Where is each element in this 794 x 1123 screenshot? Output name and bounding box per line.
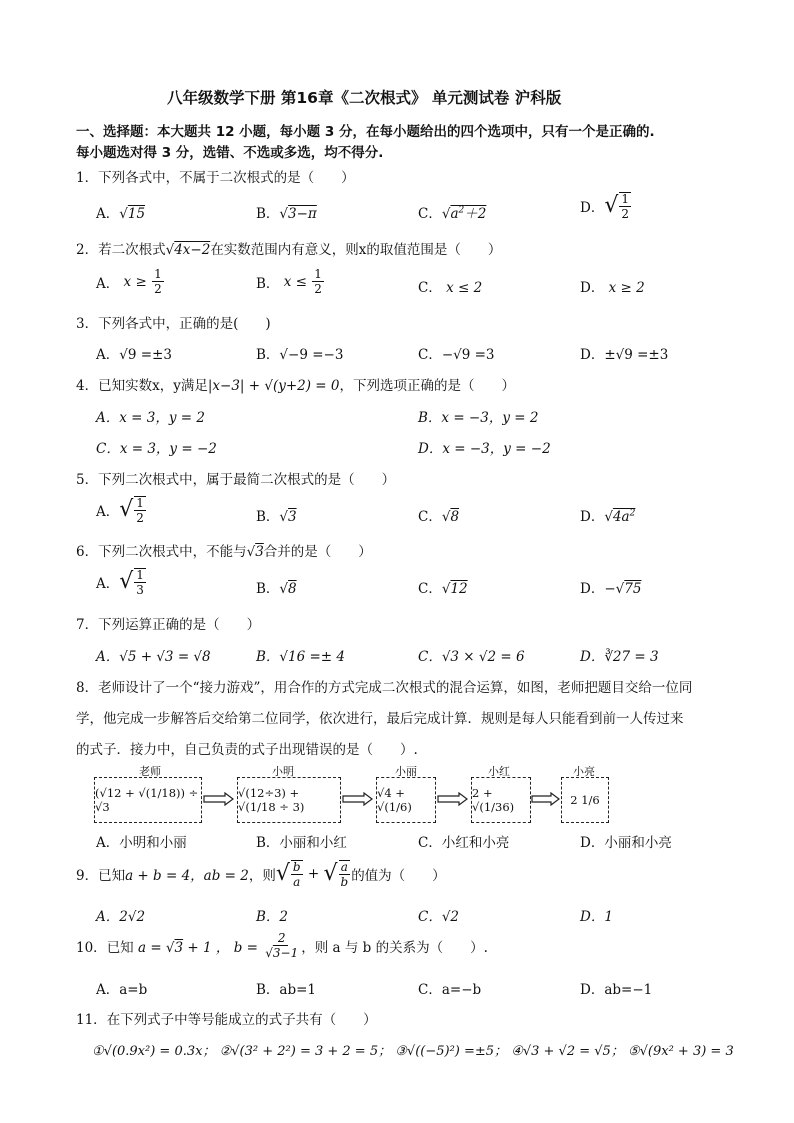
- q11-item-2: ②√(3² + 2²) = 3 + 2 = 5；: [219, 1044, 392, 1059]
- q1-option-a[interactable]: A．√15: [96, 206, 146, 222]
- question-8-line3: 的式子．接力中，自己负责的式子出现错误的是（ ）.: [76, 742, 418, 758]
- q9-option-a[interactable]: A．2√2: [96, 909, 146, 925]
- section-heading-line1: 一、选择题：本大题共 12 小题，每小题 3 分，在每小题给出的四个选项中，只有一个是正确的.: [76, 124, 655, 140]
- q5-option-a[interactable]: A． √ $\frac{1}{2}$: [96, 496, 144, 525]
- q11-item-4: ④√3 + √2 = √5；: [511, 1044, 624, 1059]
- relay-box-xiaoliang: 2 1/6: [561, 777, 609, 823]
- q10-option-a[interactable]: A．a=b: [96, 982, 148, 998]
- q2-option-a[interactable]: A． x ≥ $\frac{1}{2}$: [96, 267, 162, 296]
- q8-option-b[interactable]: B．小丽和小红: [256, 835, 347, 851]
- question-2: 2．若二次根式√4x−2在实数范围内有意义，则x的取值范围是（ ）: [76, 242, 502, 258]
- question-5: 5．下列二次根式中，属于最简二次根式的是（ ）: [76, 472, 396, 488]
- q7-option-a[interactable]: A．√5 + √3 = √8: [96, 649, 211, 665]
- q10-option-b[interactable]: B．ab=1: [256, 982, 317, 998]
- relay-box-teacher: (√12 + √(1/18)) ÷ √3: [94, 777, 202, 823]
- question-8-line2: 学，他完成一步解答后交给第二位同学，依次进行，最后完成计算．规则是每人只能看到前一人传过来: [76, 711, 684, 727]
- q3-option-a[interactable]: A．√9 =±3: [96, 347, 172, 363]
- question-stem: 下列各式中，不属于二次根式的是（ ）: [98, 170, 355, 186]
- q3-option-b[interactable]: B．√−9 =−3: [256, 347, 344, 363]
- q4-option-d[interactable]: D．x = −3，y = −2: [418, 441, 551, 457]
- question-4: 4．已知实数x，y满足|x−3| + √(y+2) = 0，下列选项正确的是（ ）: [76, 378, 515, 394]
- question-8-line1: 8．老师设计了一个“接力游戏”，用合作的方式完成二次根式的混合运算，如图，老师把题目交给一位同: [76, 680, 693, 696]
- relay-arrow-4: [531, 792, 561, 806]
- q9-option-c[interactable]: C．√2: [418, 909, 460, 925]
- question-11: 11．在下列式子中等号能成立的式子共有（ ）: [76, 1012, 377, 1028]
- q1-option-c[interactable]: C．$√a^2+2$: [418, 205, 487, 222]
- page-title: 八年级数学下册 第16章《二次根式》 单元测试卷 沪科版: [167, 89, 562, 107]
- relay-label-xiaoming: 小明: [272, 765, 294, 778]
- q2-option-c[interactable]: C． x ≤ 2: [418, 280, 483, 296]
- q3-option-c[interactable]: C．−√9 =3: [418, 347, 495, 363]
- relay-box-xiaohong: 2 + √(1/36): [471, 777, 531, 823]
- relay-label-xiaohong: 小红: [488, 765, 510, 778]
- q10-option-c[interactable]: C．a=−b: [418, 982, 482, 998]
- q4-option-a[interactable]: A．x = 3，y = 2: [96, 410, 205, 426]
- relay-box-xiaoli: √4 + √(1/6): [376, 777, 436, 823]
- q2-option-b[interactable]: B． x ≤ $\frac{1}{2}$: [256, 267, 322, 296]
- sqrt-4x-minus-2: √4x−2: [165, 242, 211, 258]
- q7-option-b[interactable]: B．√16 =± 4: [256, 649, 345, 665]
- q4-option-c[interactable]: C．x = 3，y = −2: [96, 441, 217, 457]
- relay-label-teacher: 老师: [139, 765, 161, 778]
- q11-item-3: ③√((−5)²) =±5；: [395, 1044, 508, 1059]
- relay-label-xiaoliang: 小亮: [573, 765, 595, 778]
- q9-option-b[interactable]: B．2: [256, 909, 289, 925]
- q6-option-c[interactable]: C．√12: [418, 581, 468, 597]
- q4-option-b[interactable]: B．x = −3，y = 2: [418, 410, 539, 426]
- q8-option-c[interactable]: C．小红和小亮: [418, 835, 510, 851]
- sqrt-a2-plus-2: $√a^2+2$: [441, 205, 487, 222]
- relay-arrow-2: [342, 792, 374, 806]
- q1-option-d[interactable]: D． √ $\frac{1}{2}$: [580, 192, 629, 221]
- relay-box-xiaoming: √(12÷3) + √(1/18 ÷ 3): [237, 777, 341, 823]
- relay-label-xiaoli: 小丽: [395, 765, 417, 778]
- question-6: 6．下列二次根式中，不能与√3合并的是（ ）: [76, 544, 372, 560]
- q5-option-d[interactable]: D．$√4a^2$: [580, 508, 636, 525]
- question-1: [76, 166, 355, 186]
- q6-option-a[interactable]: A． √ $\frac{1}{3}$: [96, 568, 144, 597]
- question-3: 3．下列各式中，正确的是( ): [76, 316, 271, 332]
- relay-arrow-1: [203, 792, 235, 806]
- q6-option-b[interactable]: B．√8: [256, 581, 297, 597]
- sqrt-15: √15: [119, 206, 146, 222]
- relay-arrow-3: [437, 792, 469, 806]
- q11-items: [92, 1040, 734, 1059]
- q2-option-d[interactable]: D． x ≥ 2: [580, 280, 645, 296]
- q10-option-d[interactable]: D．ab=−1: [580, 982, 653, 998]
- section-heading-line2: 每小题选对得 3 分，选错、不选或多选，均不得分.: [76, 145, 384, 161]
- q7-option-d[interactable]: D．∛27 = 3: [580, 649, 659, 665]
- q6-option-d[interactable]: D．−√75: [580, 581, 642, 597]
- q3-option-d[interactable]: D．±√9 =±3: [580, 347, 669, 363]
- q1-option-b[interactable]: B．√3−π: [256, 206, 317, 222]
- q11-item-1: ①√(0.9x²) = 0.3x；: [92, 1044, 216, 1059]
- q8-option-a[interactable]: A．小明和小丽: [96, 835, 187, 851]
- q5-option-c[interactable]: C．√8: [418, 509, 460, 525]
- q9-option-d[interactable]: D．1: [580, 909, 613, 925]
- q11-item-5: ⑤√(9x² + 3) = 3: [627, 1044, 734, 1059]
- q5-option-b[interactable]: B．√3: [256, 509, 297, 525]
- q8-option-d[interactable]: D．小丽和小亮: [580, 835, 672, 851]
- question-number: 1．: [76, 170, 99, 186]
- question-10: 10． 已知 a = √3 + 1 ， b = $\frac{2}{√3-1}$ ，则 a 与 b 的关系为（ ）.: [76, 931, 488, 960]
- q7-option-c[interactable]: C．√3 × √2 = 6: [418, 649, 525, 665]
- sqrt-3-minus-pi: √3−π: [279, 206, 317, 222]
- question-7: 7．下列运算正确的是（ ）: [76, 617, 261, 633]
- question-9: 9． 已知 a + b = 4，ab = 2 ，则 √ $\frac{b}{a}$ + √ $\frac{a}{b}$ 的值为（ ）: [76, 860, 446, 889]
